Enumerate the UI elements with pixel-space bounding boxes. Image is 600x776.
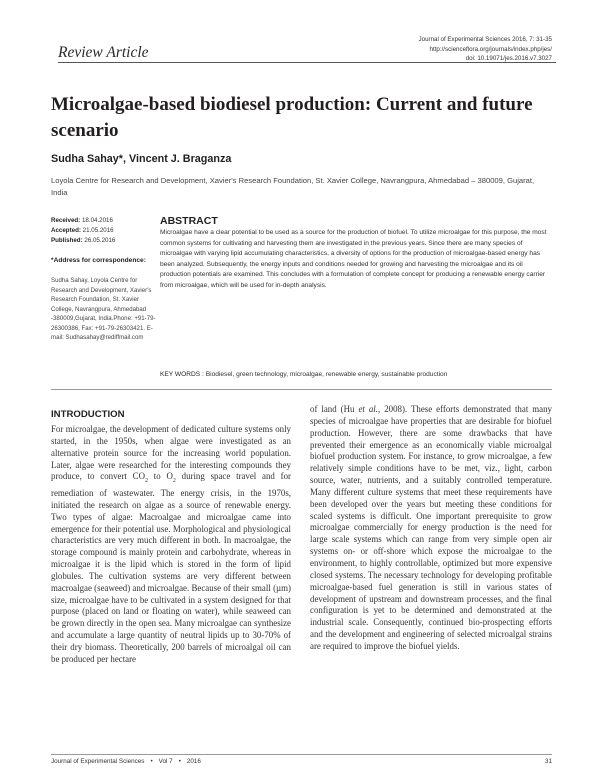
header-divider	[58, 62, 556, 63]
keywords	[160, 370, 552, 380]
footer: Journal of Experimental Sciences • Vol 7 • 2016	[51, 758, 201, 765]
article-dates	[51, 216, 151, 246]
abstract-text: Microalgae have a clear potential to be used as a source for the production of biofuel. To utilize microalgae for this purpose, the most common systems for cultivating and harvesting them are investigated in the previous years. Since there are many species of microalgae with varying lipid accumulating characteristics, a diversity of options for the production of microalgae-based energy has been analyzed. Subsequently, the energy inputs and conditions needed for growing and harvesting the microalgae and its oil production potentials are examined. This concludes with a formulation of complete concept for producing a renewable energy carrier from microalgae, which will be used for in-depth analysis.	[160, 229, 547, 289]
keywords-text: Biodiesel, green technology, microalgae, renewable energy, sustainable production	[205, 371, 448, 378]
journal-url[interactable]: http://scienceflora.org/journals/index.php/jes/	[429, 45, 552, 53]
accepted-date: Accepted: 21.05.2016	[51, 227, 114, 234]
footer-divider	[51, 754, 552, 755]
footer-volume: Vol 7	[158, 758, 173, 765]
received-date: Received: 18.04.2016	[51, 217, 113, 224]
article-title: Microalgae-based biodiesel production: Current and future scenario	[51, 94, 533, 141]
abstract-heading: ABSTRACT	[160, 215, 218, 227]
journal-info	[332, 35, 552, 64]
keywords-label: KEY WORDS :	[160, 371, 204, 378]
body-column-right: of land (Hu et al., 2008). These efforts demonstrated that many species of microalgae have properties that are desirable for biofuel production. However, there are some drawbacks that have prevented their emergence as an economically viable microalgal biofuel production system. For instance, to grow microalgae, a few relatively simple conditions have to be met, viz., light, carbon source, water, nutrients, and a suitably controlled temperature. Many different culture systems that meet these requirements have been developed over the years but meeting these conditions for scaled systems is difficult. One important prerequisite to grow microalgae commercially for energy production is the need for large scale systems which can range from very simple open air systems on- or off-shore which expose the microalgae to the environment, to highly controllable, optimized but more expensive closed systems. The necessary technology for developing profitable microalgae-based fuel generation is still in various states of development of upstream and downstream processes, and the final configuration is yet to be determined and demonstrated at the industrial scale. Consequently, continued bio-prospecting efforts and the development and engineering of selected microalgal strains are required to improve the biofuel yields.	[310, 404, 552, 651]
page-number: 31	[544, 758, 552, 765]
journal-doi[interactable]: doi: 10.19071/jes.2016.v7.3027	[465, 55, 552, 63]
footer-year: 2016	[186, 758, 201, 765]
journal-citation: Journal of Experimental Sciences 2016, 7: 31-35	[418, 36, 552, 43]
authors: Sudha Sahay*, Vincent J. Braganza	[51, 153, 232, 165]
footer-journal: Journal of Experimental Sciences	[51, 758, 145, 765]
correspondence-body: Sudha Sahay, Loyola Centre for Research and Development, Xavier's Research Foundation, St. Xavier College, Navrangpura, Ahmedabad -380009,Gujarat, India.Phone: +91-79-26300386, Fax: +91-79-26303421. E-mail: Sudhasahay@rediffmail.com	[51, 277, 156, 341]
published-date: Published: 26.05.2016	[51, 237, 116, 244]
affiliation: Loyola Centre for Research and Development, Xavier's Research Foundation, St. Xavier College, Navrangpura, Ahmedabad – 380009, Gujarat, India	[51, 176, 535, 197]
body-column-left: For microalgae, the development of dedicated culture systems only started, in the 1950s, when algae were investigated as an alternative protein source for the increasing world population. Later, algae were researched for the interesting compounds they produce, to convert $CO_2$ to $O_2$ during space travel and for remediation of wastewater. The energy crisis, in the 1970s, initiated the research on algae as a source of renewable energy. Two types of algae: Macroalgae and microalgae came into emergence for their potential use. Morphological and physiological characteristics are very much different in both. In macroalgae, the storage compound is mainly protein and carbohydrate, whereas in microalgae it is the lipid which is stored in the form of lipid globules. The cultivation systems are very different between macroalgae (seaweed) and microalgae. Because of their small (µm) size, microalgae have to be cultivated in a system designed for that purpose (placed on land or floating on water), while seaweed can be grown directly in the open sea. Many microalgae can synthesize and accumulate a large quantity of neutral lipids up to 30-70% of their dry biomass. Theoretically, 200 barrels of microalgal oil can be produced per hectare	[51, 424, 291, 664]
correspondence-heading: *Address for correspondence:	[51, 257, 146, 264]
introduction-heading: INTRODUCTION	[51, 409, 125, 420]
keywords-divider	[51, 389, 552, 390]
article-type: Review Article	[58, 44, 149, 61]
